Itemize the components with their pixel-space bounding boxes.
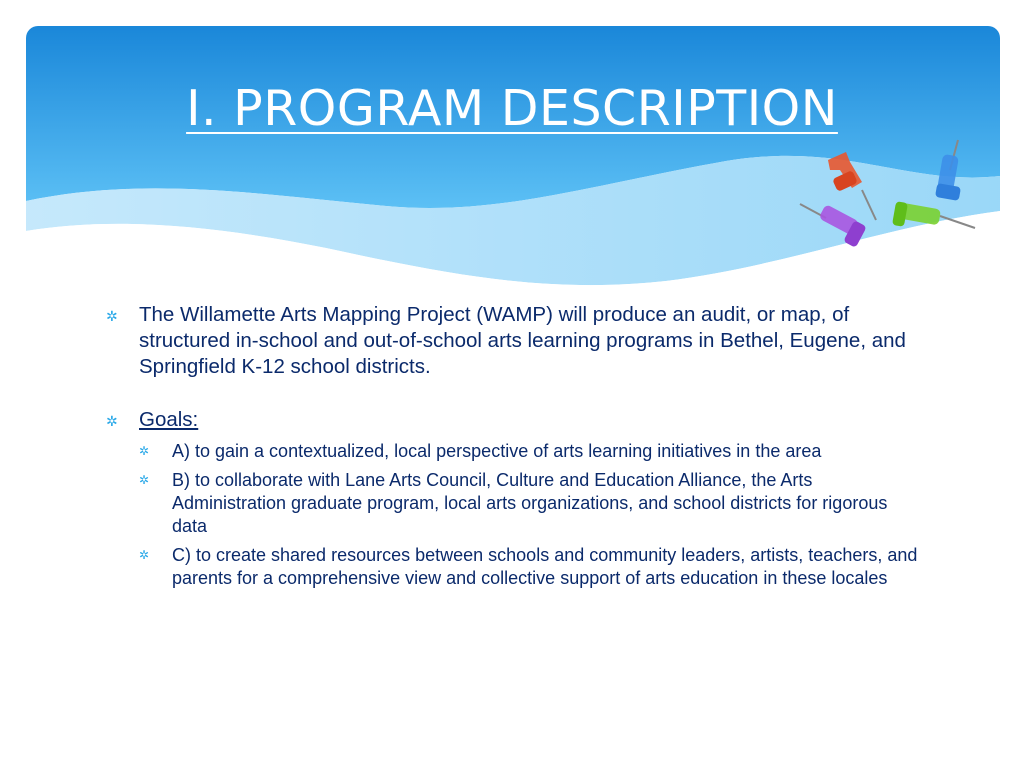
bullet-goals: [106, 407, 926, 434]
goal-item: [139, 544, 926, 590]
asterisk-bullet-icon: ✲: [139, 444, 150, 458]
asterisk-bullet-icon: ✲: [106, 413, 118, 429]
asterisk-bullet-icon: ✲: [106, 308, 118, 324]
goal-text: C) to create shared resources between schools and community leaders, artists, teachers, and parents for a comprehensive view and collective support of arts education in these locales: [172, 545, 918, 588]
goal-item: [139, 469, 926, 538]
goal-item: [139, 440, 926, 463]
slide-title: I. PROGRAM DESCRIPTION: [186, 80, 838, 137]
goals-label: Goals:: [139, 408, 199, 431]
asterisk-bullet-icon: ✲: [139, 473, 150, 487]
bullet-text: The Willamette Arts Mapping Project (WAMP) will produce an audit, or map, of structured in-school and out-of-school arts learning programs in Bethel, Eugene, and Springfield K-12 school districts.: [139, 303, 906, 378]
asterisk-bullet-icon: ✲: [139, 548, 150, 562]
goal-text: B) to collaborate with Lane Arts Council, Culture and Education Alliance, the Arts Administration graduate program, local arts organizations, and school districts for rigorous data: [172, 470, 888, 536]
push-pins-icon: [790, 130, 990, 260]
slide-content: [106, 302, 926, 590]
blue-pin-icon: [935, 140, 961, 201]
green-pin-icon: [892, 201, 975, 228]
goal-text: A) to gain a contextualized, local perspective of arts learning initiatives in the area: [172, 441, 822, 461]
bullet-wamp-description: [106, 302, 926, 380]
purple-pin-icon: [800, 204, 867, 248]
